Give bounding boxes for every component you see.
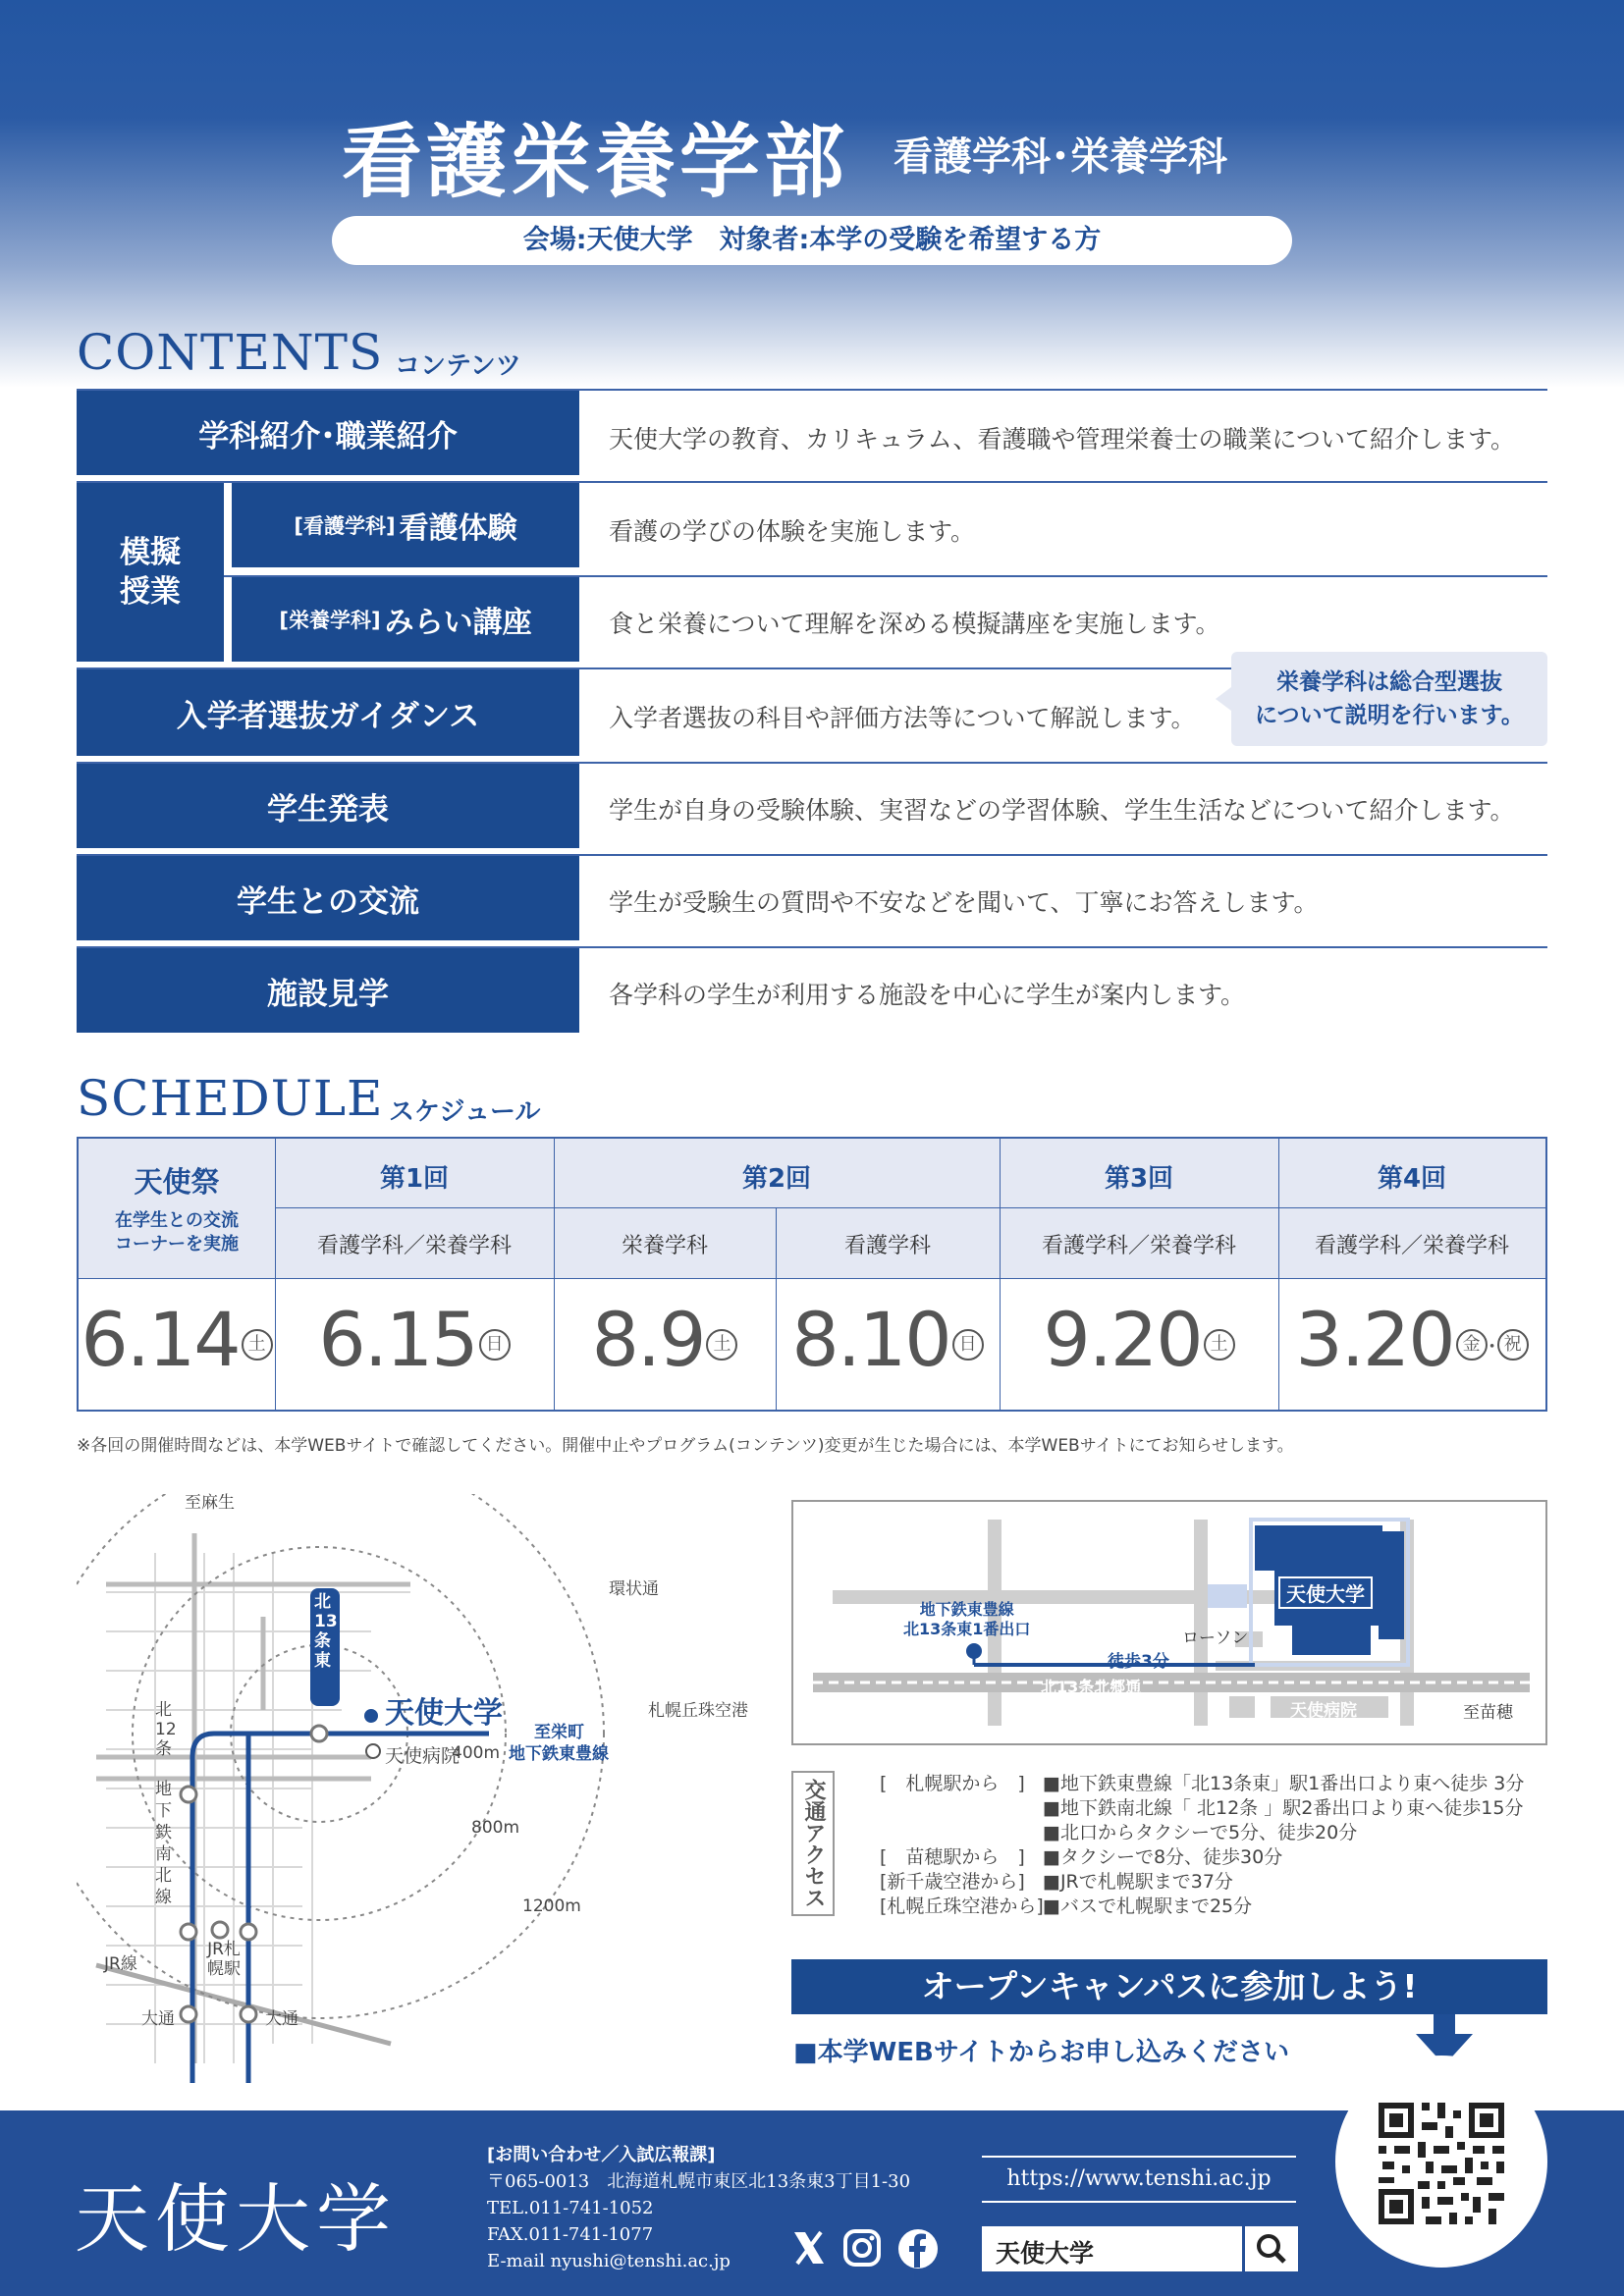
contents-label-mirai <box>232 577 579 662</box>
access-text: ■バスで札幌駅まで25分 <box>1043 1896 1253 1917</box>
access-text: ■JRで札幌駅まで37分 <box>1043 1871 1233 1893</box>
contents-desc-tour: 各学科の学生が利用する施設を中心に学生が案内します。 <box>609 981 1246 1009</box>
contents-desc-presentation: 学生が自身の受験体験、実習などの学習体験、学生生活などについて紹介します。 <box>609 796 1515 825</box>
label-kanjo: 環状通 <box>609 1579 659 1599</box>
contents-label-text: 学生発表 <box>267 791 389 828</box>
date-tenshisai <box>79 1296 275 1383</box>
date-round-4 <box>1278 1296 1545 1383</box>
map2-street: 北13条北郷通 <box>1041 1678 1142 1696</box>
contents-label-text: 学生との交流 <box>237 883 419 920</box>
schedule-heading: SCHEDULE <box>77 1070 384 1127</box>
qr-code-badge[interactable] <box>1335 2056 1547 2268</box>
grid-line <box>275 1207 1545 1208</box>
label-kita12: 北12条 <box>155 1700 177 1759</box>
label-hospital: 天使病院 <box>385 1745 460 1767</box>
tenshisai-note-line: 在学生との交流 <box>115 1210 239 1231</box>
label-university: 天使大学 <box>385 1696 503 1731</box>
dept-header: 看護学科／栄養学科 <box>1314 1234 1509 1258</box>
label-800m: 800m <box>471 1818 520 1838</box>
label-400m: 400m <box>452 1743 501 1763</box>
contents-label-intro <box>77 391 579 475</box>
dept-header: 看護学科／栄養学科 <box>1041 1234 1236 1258</box>
weekday-badge: 土 <box>242 1329 273 1361</box>
contents-label-text: 施設見学 <box>267 976 389 1012</box>
map2-station-label <box>903 1600 1030 1639</box>
contents-desc-mirai: 食と栄養について理解を深める模擬講座を実施します。 <box>609 610 1220 638</box>
area-map <box>77 1494 784 2083</box>
date-text: 3.20 <box>1295 1296 1454 1383</box>
open-campus-banner: オープンキャンパスに参加しよう! <box>791 1959 1547 2014</box>
bubble-line: 栄養学科は総合型選抜 <box>1276 669 1502 695</box>
weekday-badge: 土 <box>1204 1329 1235 1361</box>
date-text: 9.20 <box>1043 1296 1202 1383</box>
weekday-badge: 金 <box>1456 1329 1488 1361</box>
dept-header: 看護学科／栄養学科 <box>316 1234 512 1258</box>
contents-desc-guidance: 入学者選抜の科目や評価方法等について解説します。 <box>609 704 1196 732</box>
date-round-1 <box>275 1296 554 1383</box>
round-2-header: 第2回 <box>741 1164 812 1194</box>
label-to-sakaemachi: 至栄町 <box>534 1723 584 1742</box>
x-icon[interactable] <box>791 2228 827 2268</box>
label-to-asabu: 至麻生 <box>185 1493 235 1513</box>
schedule-table <box>77 1137 1547 1412</box>
contents-label-guidance <box>77 669 579 756</box>
search-box[interactable] <box>982 2226 1298 2271</box>
university-marker <box>364 1709 378 1723</box>
search-icon <box>1245 2226 1298 2271</box>
round-4-header: 第4回 <box>1377 1164 1447 1194</box>
access-from: [札幌丘珠空港から] <box>880 1896 1044 1917</box>
contact-tel: TEL.011-741-1052 <box>487 2198 654 2218</box>
schedule-kana: スケジュール <box>389 1097 541 1127</box>
guidance-note-bubble <box>1231 652 1547 746</box>
round-3-header: 第3回 <box>1104 1164 1174 1194</box>
map2-hospital: 天使病院 <box>1290 1701 1357 1721</box>
dept-tag: [看護学科] <box>294 514 396 538</box>
contact-address: 〒065-0013 北海道札幌市東区北13条東3丁目1-30 <box>487 2171 911 2192</box>
access-text: ■タクシーで8分、徒歩30分 <box>1043 1846 1283 1868</box>
label-odori-right: 大通 <box>265 2009 298 2029</box>
contents-kana: コンテンツ <box>395 351 521 381</box>
contents-desc-intro: 天使大学の教育、カリキュラム、看護職や管理栄養士の職業について紹介します。 <box>609 425 1516 454</box>
map2-lawson: ローソン <box>1182 1629 1249 1648</box>
access-text: ■地下鉄東豊線「北13条東」駅1番出口より東へ徒歩 3分 <box>1043 1773 1525 1794</box>
access-row <box>880 1892 1252 1918</box>
dot-separator: ･ <box>1487 1334 1495 1359</box>
map2-walk: 徒歩3分 <box>1108 1652 1169 1672</box>
contents-heading: CONTENTS <box>77 324 384 381</box>
mogi-line2: 授業 <box>120 574 181 610</box>
map2-line: 地下鉄東豊線 <box>919 1600 1014 1619</box>
area-map-drawing <box>77 1494 784 2083</box>
dept-header: 看護学科 <box>843 1234 931 1258</box>
contents-label-text: 看護体験 <box>399 511 517 546</box>
date-text: 8.9 <box>591 1296 705 1383</box>
contents-label-nursing <box>232 483 579 567</box>
access-text: ■地下鉄南北線「 北12条 」駅2番出口より東へ徒歩15分 <box>1043 1797 1524 1819</box>
grid-line <box>79 1278 1545 1279</box>
contents-desc-exchange: 学生が受験生の質問や不安などを聞いて、丁寧にお答えします。 <box>609 888 1319 917</box>
weekday-badge: 日 <box>952 1329 984 1361</box>
contact-heading: [お問い合わせ／入試広報課] <box>487 2145 716 2165</box>
label-nanboku: 地下鉄南北線 <box>155 1780 172 1907</box>
contents-desc-nursing: 看護の学びの体験を実施します。 <box>609 517 976 546</box>
website-url[interactable]: https://www.tenshi.ac.jp <box>982 2156 1296 2203</box>
access-text: ■北口からタクシーで5分、徒歩20分 <box>1043 1822 1358 1843</box>
qr-code-icon <box>1375 2099 1508 2228</box>
date-text: 6.14 <box>81 1296 240 1383</box>
faculty-subtitle: 看護学科･栄養学科 <box>893 133 1227 180</box>
label-jr-line: JR線 <box>104 1954 137 1974</box>
contents-label-exchange <box>77 856 579 940</box>
access-from: [新千歳空港から] <box>880 1871 1025 1893</box>
venue-pill: 会場:天使大学 対象者:本学の受験を希望する方 <box>332 216 1292 265</box>
label-1200m: 1200m <box>522 1896 581 1916</box>
contents-label-tour <box>77 948 579 1033</box>
contact-fax: FAX.011-741-1077 <box>487 2224 654 2245</box>
contents-label-text: みらい講座 <box>384 606 532 640</box>
date-round-2a <box>554 1296 776 1383</box>
map2-university: 天使大学 <box>1278 1576 1373 1609</box>
date-round-2b <box>776 1296 1000 1383</box>
contact-email[interactable]: E-mail nyushi@tenshi.ac.jp <box>487 2251 731 2271</box>
round-1-header: 第1回 <box>379 1164 450 1194</box>
tenshisai-note-line: コーナーを実施 <box>115 1234 239 1255</box>
map2-exit: 北13条東1番出口 <box>903 1620 1031 1638</box>
search-button[interactable] <box>1242 2226 1298 2271</box>
bubble-line: について説明を行います。 <box>1255 703 1524 728</box>
mogi-line1: 模擬 <box>120 535 181 570</box>
holiday-badge: 祝 <box>1497 1329 1529 1361</box>
detail-map <box>791 1500 1547 1745</box>
tenshisai-title: 天使祭 <box>134 1165 220 1199</box>
access-row <box>880 1793 1523 1820</box>
label-kita13: 北13条東 <box>314 1592 338 1671</box>
access-row <box>880 1769 1524 1795</box>
label-odori-left: 大通 <box>141 2009 175 2029</box>
contents-label-text: 入学者選抜ガイダンス <box>176 698 480 734</box>
access-row <box>880 1842 1282 1869</box>
date-text: 8.10 <box>791 1296 950 1383</box>
label-okadama: 札幌丘珠空港 <box>648 1701 748 1721</box>
facebook-icon[interactable] <box>897 2228 939 2269</box>
label-toho-line: 地下鉄東豊線 <box>509 1744 609 1764</box>
contents-label-presentation <box>77 764 579 848</box>
search-text: 天使大学 <box>996 2239 1095 2268</box>
map2-to-naebo: 至苗穂 <box>1463 1703 1513 1723</box>
hospital-marker <box>366 1744 380 1758</box>
footer-logo: 天使大学 <box>75 2175 397 2263</box>
apply-note: ■本学WEBサイトからお申し込みください <box>793 2038 1290 2067</box>
faculty-title: 看護栄養学部 <box>342 115 849 209</box>
weekday-badge: 日 <box>479 1329 511 1361</box>
access-row <box>880 1818 1357 1844</box>
access-from: [ 札幌駅から ] <box>880 1773 1025 1794</box>
dept-tag: [栄養学科] <box>279 609 381 632</box>
date-text: 6.15 <box>318 1296 477 1383</box>
date-round-3 <box>1000 1296 1278 1383</box>
instagram-icon[interactable] <box>842 2228 882 2268</box>
contents-label-text: 学科紹介･職業紹介 <box>198 418 458 454</box>
access-label: 交通アクセス <box>791 1771 835 1916</box>
tenshisai-note <box>79 1209 275 1256</box>
access-from: [ 苗穂駅から ] <box>880 1846 1025 1868</box>
mogi-jugyo-label <box>77 483 224 662</box>
schedule-note: ※各回の開催時間などは、本学WEBサイトで確認してください。開催中止やプログラム(コンテンツ)変更が生じた場合には、本学WEBサイトにてお知らせします。 <box>77 1436 1294 1456</box>
weekday-badge: 土 <box>706 1329 737 1361</box>
dept-header: 栄養学科 <box>621 1234 708 1258</box>
access-row <box>880 1867 1233 1894</box>
label-jr-sapporo: JR札幌駅 <box>207 1940 241 1979</box>
